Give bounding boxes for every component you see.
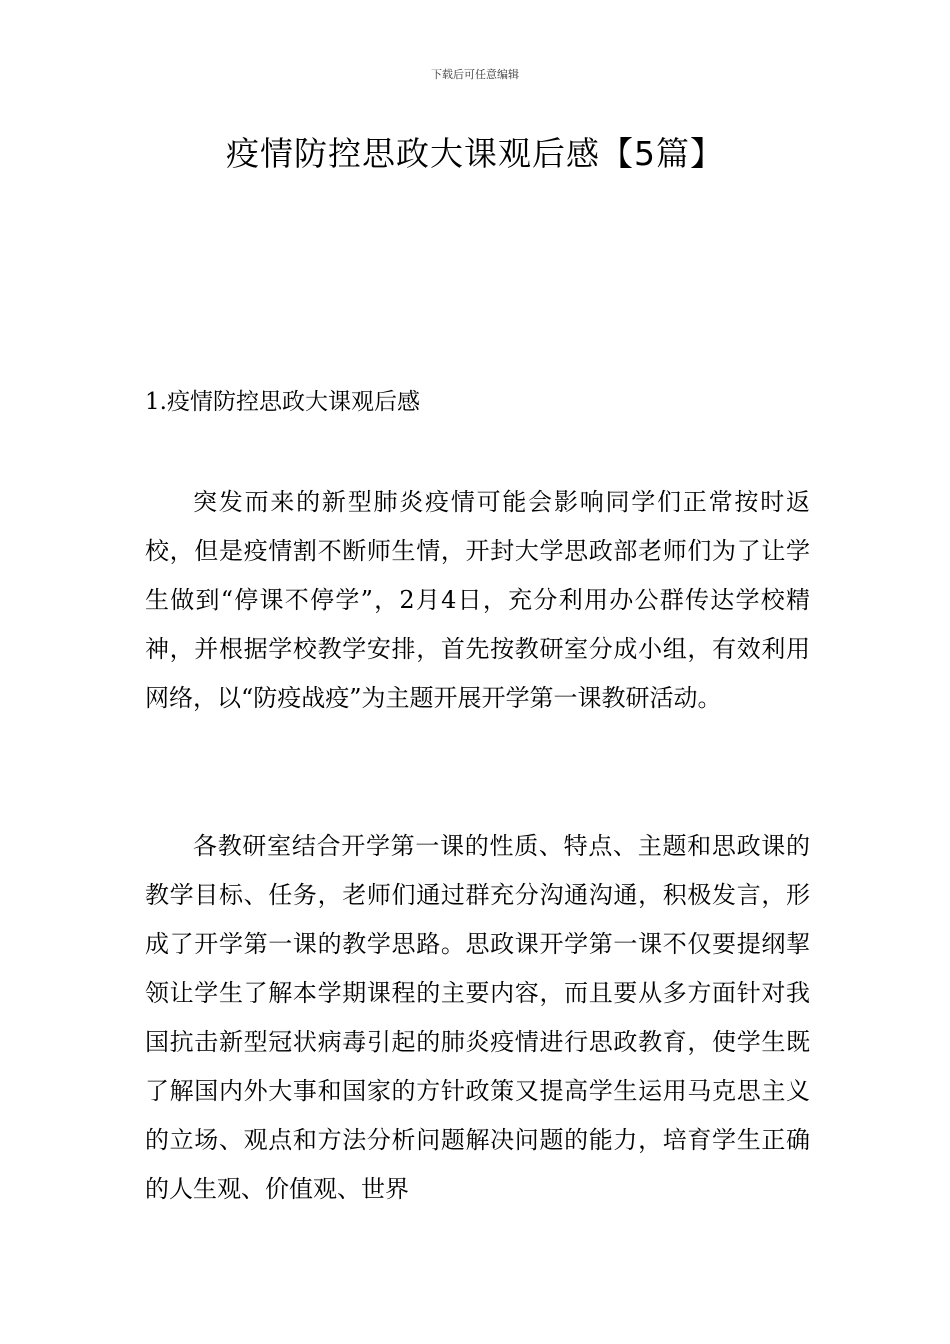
body-paragraph-1: 突发而来的新型肺炎疫情可能会影响同学们正常按时返校，但是疫情割不断师生情，开封大学思政部老师们为了让学生做到“停课不停学”，2月4日，充分利用办公群传达学校精神，并根据学校教学安排，首先按教研室分成小组，有效利用网络，以“防疫战疫”为主题开展开学第一课教研活动。: [145, 488, 810, 712]
section-heading: 1.疫情防控思政大课观后感: [145, 389, 420, 415]
document-title: 疫情防控思政大课观后感【5篇】: [226, 134, 724, 173]
header-note: 下载后可任意编辑: [431, 68, 519, 81]
body-paragraph-2: 各教研室结合开学第一课的性质、特点、主题和思政课的教学目标、任务，老师们通过群充分沟通沟通，积极发言，形成了开学第一课的教学思路。思政课开学第一课不仅要提纲挈领让学生了解本学期课程的主要内容，而且要从多方面针对我国抗击新型冠状病毒引起的肺炎疫情进行思政教育，使学生既了解国内外大事和国家的方针政策又提高学生运用马克思主义的立场、观点和方法分析问题解决问题的能力，培育学生正确的人生观、价值观、世界: [145, 832, 810, 1203]
